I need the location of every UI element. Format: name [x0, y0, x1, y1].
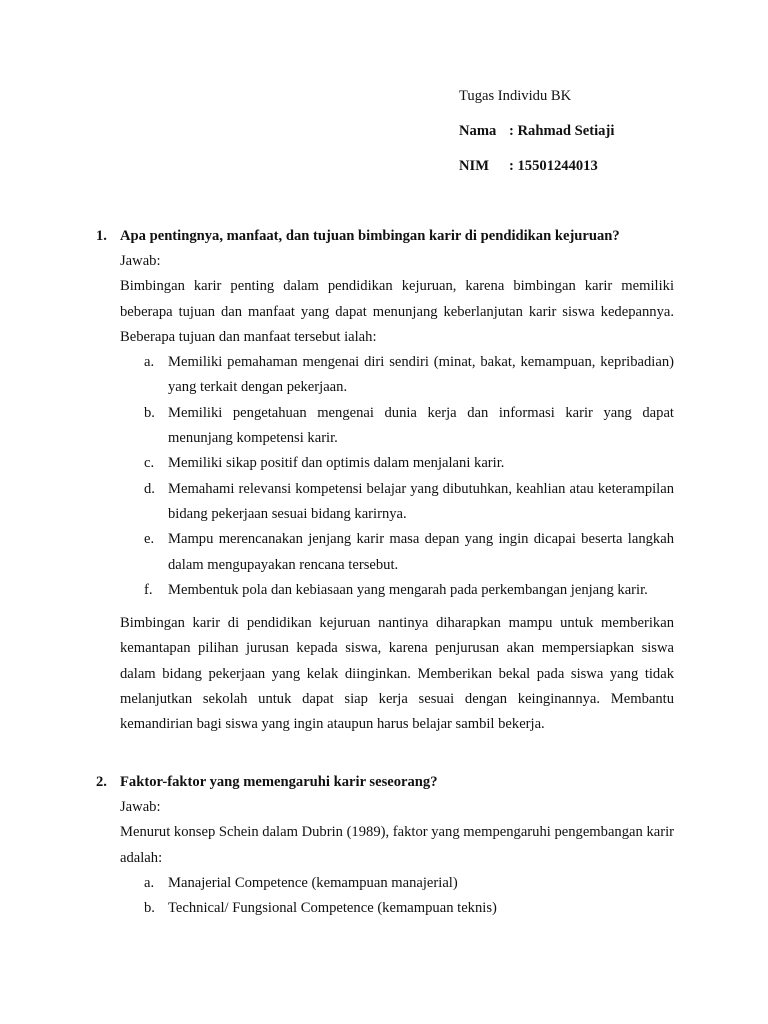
list-text: Membentuk pola dan kebiasaan yang mengarah pada perkembangan jenjang karir.	[168, 581, 648, 598]
document-header	[459, 86, 614, 191]
list-item	[144, 896, 674, 921]
answer-list	[120, 871, 674, 922]
nim-value: : 15501244013	[509, 158, 598, 174]
answer-label: Jawab:	[120, 799, 161, 815]
answer-intro: Bimbingan karir penting dalam pendidikan kejuruan, karena bimbingan karir memiliki beberapa tujuan dan manfaat yang dapat menunjang keberlanjutan karir siswa kedepannya. Beberapa tujuan dan manfaat tersebut ialah:	[120, 278, 674, 345]
nim-label: NIM	[459, 158, 489, 174]
list-marker: b.	[144, 900, 155, 917]
list-text: Memahami relevansi kompetensi belajar yang dibutuhkan, keahlian atau keterampilan bidang pekerjaan sesuai bidang karirnya.	[168, 480, 674, 522]
answer-closing: Bimbingan karir di pendidikan kejuruan nantinya diharapkan mampu untuk memberikan kemantapan pilihan jurusan kepada siswa, karena penjurusan akan mempersiapkan siswa dalam bidang pekerjaan yang kelak diinginkan. Memberikan bekal pada siswa yang tidak melanjutkan sekolah untuk dapat siap kerja sesuai dengan keinginannya. Membantu kemandirian bagi siswa yang ingin ataupun harus belajar sambil bekerja.	[120, 615, 674, 733]
list-text: Memiliki sikap positif dan optimis dalam menjalani karir.	[168, 455, 505, 472]
list-item	[144, 578, 674, 603]
list-text: Manajerial Competence (kemampuan manajerial)	[168, 874, 458, 891]
list-item	[144, 350, 674, 401]
list-item	[144, 477, 674, 528]
question-text: Apa pentingnya, manfaat, dan tujuan bimbingan karir di pendidikan kejuruan?	[120, 228, 620, 244]
answer-label: Jawab:	[120, 253, 161, 269]
list-text: Mampu merencanakan jenjang karir masa depan yang ingin dicapai beserta langkah dalam mengupayakan rencana tersebut.	[168, 531, 674, 573]
assignment-title: Tugas Individu BK	[459, 88, 572, 104]
list-marker: e.	[144, 531, 155, 548]
list-item	[144, 527, 674, 578]
list-marker: c.	[144, 455, 155, 472]
list-marker: a.	[144, 354, 155, 371]
question-title	[96, 770, 674, 795]
list-item	[144, 871, 674, 896]
student-name-line	[459, 121, 614, 156]
answer-body	[96, 795, 674, 921]
question-text: Faktor-faktor yang memengaruhi karir seseorang?	[120, 774, 438, 790]
question-1	[96, 224, 674, 738]
list-marker: f.	[144, 581, 153, 598]
list-marker: b.	[144, 404, 155, 421]
list-item	[144, 401, 674, 452]
name-value: : Rahmad Setiaji	[509, 123, 615, 139]
list-text: Memiliki pemahaman mengenai diri sendiri (minat, bakat, kemampuan, kepribadian) yang terkait dengan pekerjaan.	[168, 354, 674, 396]
question-2	[96, 770, 674, 921]
list-marker: d.	[144, 480, 155, 497]
list-item	[144, 451, 674, 476]
question-title	[96, 224, 674, 249]
name-label: Nama	[459, 123, 497, 139]
question-number: 2.	[96, 774, 107, 790]
list-text: Technical/ Fungsional Competence (kemampuan teknis)	[168, 900, 497, 917]
answer-body	[96, 249, 674, 738]
list-text: Memiliki pengetahuan mengenai dunia kerja dan informasi karir yang dapat menunjang kompetensi karir.	[168, 404, 674, 447]
answer-list	[120, 350, 674, 603]
question-number: 1.	[96, 228, 107, 244]
answer-intro: Menurut konsep Schein dalam Dubrin (1989), faktor yang mempengaruhi pengembangan karir adalah:	[120, 824, 674, 866]
student-nim-line	[459, 156, 614, 191]
list-marker: a.	[144, 874, 155, 891]
